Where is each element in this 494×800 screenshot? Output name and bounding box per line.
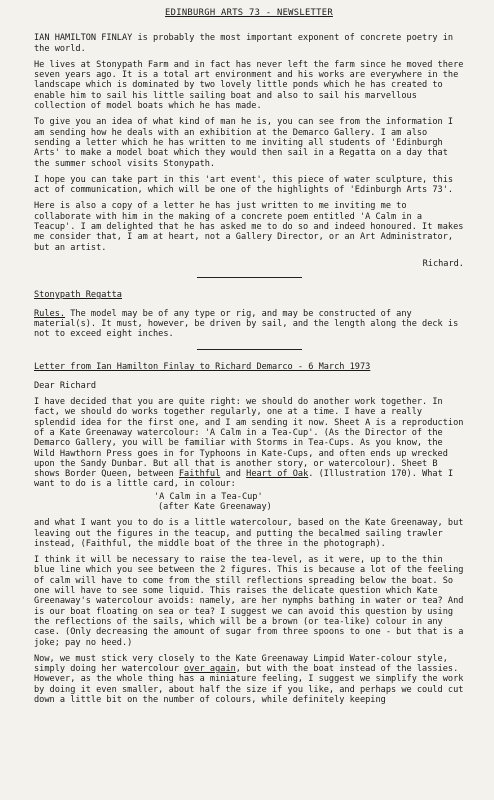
boat-name-heart-of-oak: Heart of Oak bbox=[246, 469, 309, 480]
boat-name-faithful: Faithful bbox=[178, 469, 221, 480]
letter-paragraph: and what I want you to do is a little watercolour, based on the Kate Greenaway, but leaving out the figures in the teacup, and putting the becalmed sailing trawler instead, (Faithful, the middle boat of the three in the photograph). bbox=[34, 518, 464, 549]
poem-line: 'A Calm in a Tea-Cup' bbox=[154, 491, 263, 502]
intro-paragraph: IAN HAMILTON FINLAY is probably the most important exponent of concrete poetry in the world. bbox=[34, 33, 454, 54]
regatta-section bbox=[34, 290, 464, 339]
letter-paragraph bbox=[34, 397, 464, 490]
letter-text: Now, we must stick very closely to the Kate Greenaway Limpid Water-colour style, simply doing her watercolour bbox=[34, 653, 448, 675]
letter-text: and bbox=[220, 469, 247, 480]
rules-label: Rules. bbox=[34, 308, 66, 319]
section-divider bbox=[197, 349, 302, 350]
letter-paragraph bbox=[34, 654, 464, 705]
letter-salutation: Dear Richard bbox=[34, 380, 97, 391]
poem-title bbox=[154, 492, 464, 513]
intro-paragraph: Here is also a copy of a letter he has just written to me inviting me to collaborate with him in the making of a concrete poem entitled 'A Calm in a Teacup'. I am delighted that he has asked me to do so and indeed honoured. It makes me consider that, I am at heart, not a Gallery Director, or an Art Administrator, but an artist. bbox=[34, 201, 464, 253]
intro-section bbox=[34, 33, 464, 253]
poem-line: (after Kate Greenaway) bbox=[158, 501, 272, 512]
letter-paragraph: I think it will be necessary to raise the tea-level, as it were, up to the thin blue line which you see between the 2 figures. This is because a lot of the feeling of calm will have to come from the still reflections spreading below the boat. So one will have to see some liquid. This raises the delicate question which Kate Greenaway's watercolour avoids: namely, are her nymphs bathing in water or tea? And is our boat floating on sea or tea? I suggest we can avoid this question by using the reflections of the sails, which will be a brown (or tea-like) colour in any case. (Only decreasing the amount of sugar from three spoons to one - but that is a joke; pay no heed.) bbox=[34, 555, 464, 648]
regatta-rules bbox=[34, 309, 464, 340]
section-divider bbox=[197, 277, 302, 278]
intro-paragraph: He lives at Stonypath Farm and in fact has never left the farm since he moved there seven years ago. It is a total art environment and his works are everywhere in the landscape which is dominated by two lovely little ponds which he has created to enable him to sail his little sailing boat and also to sail his marvellous collection of model boats which he has made. bbox=[34, 59, 464, 112]
newsletter-header: EDINBURGH ARTS 73 - NEWSLETTER bbox=[165, 8, 333, 18]
letter-text: , but with the boat instead of the lassies. However, as the whole thing has a miniature feeling, I suggest we simplify the work by doing it even smaller, about half the size if you like, and perhaps we could cut down a little bit on the number of colours, while definitely keeping bbox=[34, 664, 464, 706]
rules-text: The model may be of any type or rig, and may be constructed of any material(s). It must, however, be driven by sail, and the length along the deck is not to exceed eight inches. bbox=[34, 308, 459, 340]
intro-paragraph: To give you an idea of what kind of man he is, you can see from the information I am sending how he deals with an exhibition at the Demarco Gallery. I am also sending a letter which he has written to me inviting all students of 'Edinburgh Arts' to make a model boat which they would then sail in a Regatta on a day that the summer school visits Stonypath. bbox=[34, 117, 454, 169]
letter-section bbox=[34, 362, 464, 705]
emphasis-over-again: over again bbox=[184, 664, 236, 675]
signoff: Richard. bbox=[422, 258, 464, 269]
letter-title: Letter from Ian Hamilton Finlay to Richard Demarco - 6 March 1973 bbox=[34, 362, 371, 373]
intro-paragraph: I hope you can take part in this 'art event', this piece of water sculpture, this act of communication, which will be one of the highlights of 'Edinburgh Arts 73'. bbox=[34, 174, 454, 196]
letter-text: I have decided that you are quite right: we should do another work together. In fact, we should do works together regularly, one at a time. I have a really splendid idea for the first one, and I am sending it now. Sheet A is a reproduction of a Kate Greenaway watercolour: 'A Calm in a Tea-Cup'. (As the Director of the Demarco Gallery, you will be familiar with Storms in Tea-Cups. As you know, the Wild Hawthorn Press goes in for Typhoons in Kate-Cups, and often ends up wrecked upon the Sandy Dunbar. But all that is another story, or watercolour). Sheet B shows Border Queen, between bbox=[34, 397, 464, 480]
letter-text: . (Illustration 170). What I want to do is a little card, in colour: bbox=[34, 469, 454, 490]
regatta-title: Stonypath Regatta bbox=[34, 290, 122, 301]
